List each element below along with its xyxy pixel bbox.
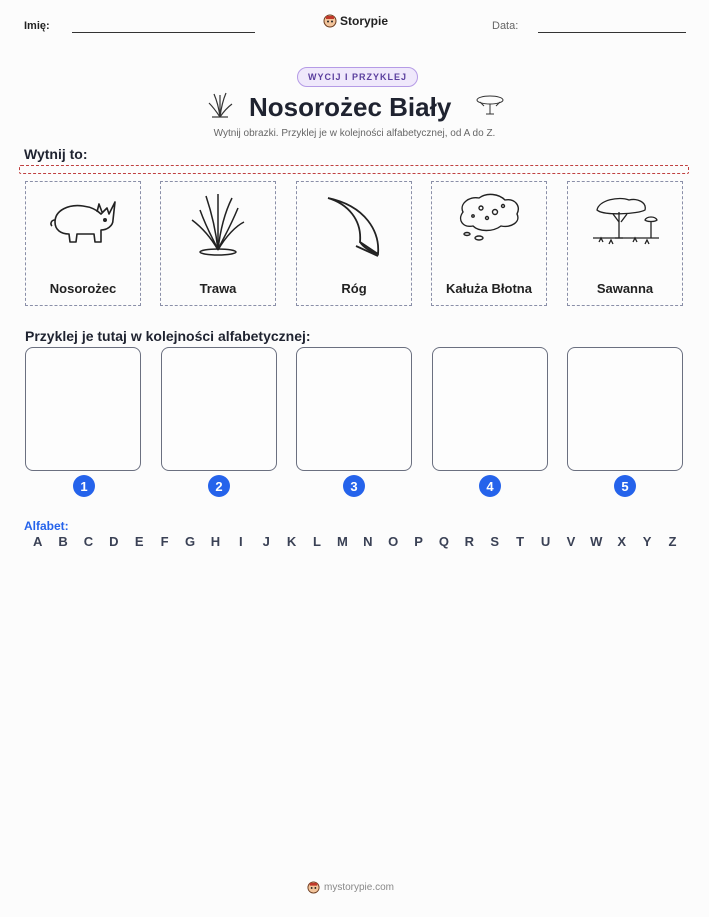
alphabet-letter: I xyxy=(239,534,243,549)
grass-icon xyxy=(188,192,248,258)
alphabet-letter: R xyxy=(464,534,475,549)
footer xyxy=(307,881,394,894)
brand-name: Storypie xyxy=(340,14,389,28)
card-label: Trawa xyxy=(199,281,237,296)
slot-number-1: 1 xyxy=(73,475,95,497)
alphabet-letter: X xyxy=(617,534,627,549)
alphabet-letter: H xyxy=(210,534,221,549)
card-label: Sawanna xyxy=(596,281,654,296)
alphabet-letter: U xyxy=(540,534,551,549)
alphabet-letter: B xyxy=(58,534,68,549)
alphabet-letter: Q xyxy=(438,534,449,549)
activity-badge: WYCIJ I PRZYKLEJ xyxy=(297,67,418,87)
paste-slot-3[interactable] xyxy=(296,347,412,471)
card-label: Kałuża Błotna xyxy=(446,281,532,296)
alphabet-letter: C xyxy=(83,534,94,549)
alphabet-letter: G xyxy=(184,534,196,549)
cut-line xyxy=(19,165,689,174)
mud-puddle-icon xyxy=(453,192,525,242)
alphabet-letter: N xyxy=(363,534,373,549)
alphabet-label: Alfabet: xyxy=(24,519,69,533)
cut-card-rhino[interactable] xyxy=(25,181,141,306)
cut-card-horn[interactable] xyxy=(296,181,412,306)
storypie-mascot-icon xyxy=(323,14,337,28)
footer-url: mystorypie.com xyxy=(324,882,395,893)
page-title: Nosorożec Biały xyxy=(249,92,452,122)
slot-number-5: 5 xyxy=(614,475,636,497)
paste-slot-4[interactable] xyxy=(432,347,548,471)
name-line xyxy=(72,32,255,33)
paste-section-label: Przyklej je tutaj w kolejności alfabetycznej: xyxy=(25,328,311,344)
horn-icon xyxy=(322,192,386,258)
card-label: Róg xyxy=(341,281,367,296)
date-label: Data: xyxy=(492,20,519,32)
slot-number-3: 3 xyxy=(343,475,365,497)
date-line xyxy=(538,32,686,33)
name-label: Imię: xyxy=(24,20,50,32)
alphabet-letter: V xyxy=(566,534,576,549)
alphabet-letter: Y xyxy=(642,534,652,549)
paste-slot-1[interactable] xyxy=(25,347,141,471)
card-label: Nosorożec xyxy=(49,281,117,296)
cut-card-grass[interactable] xyxy=(160,181,276,306)
alphabet-letter: M xyxy=(336,534,348,549)
slot-number-4: 4 xyxy=(479,475,501,497)
alphabet-letter: O xyxy=(388,534,399,549)
brand-logo xyxy=(323,14,388,28)
paste-slot-2[interactable] xyxy=(161,347,277,471)
grass-icon xyxy=(206,91,234,119)
page-subtitle: Wytnij obrazki. Przyklej je w kolejności alfabetycznej, od A do Z. xyxy=(213,128,496,139)
savanna-icon xyxy=(589,192,661,248)
cut-card-mud-puddle[interactable] xyxy=(431,181,547,306)
rhino-icon xyxy=(47,192,119,254)
paste-slot-5[interactable] xyxy=(567,347,683,471)
storypie-mascot-icon xyxy=(307,881,320,894)
alphabet-letter: D xyxy=(109,534,119,549)
savanna-icon xyxy=(474,94,506,116)
cut-card-savanna[interactable] xyxy=(567,181,683,306)
alphabet-letter: T xyxy=(516,534,525,549)
alphabet-letter: A xyxy=(33,534,43,549)
alphabet-letter: L xyxy=(313,534,321,549)
alphabet-letter: F xyxy=(160,534,169,549)
slot-number-2: 2 xyxy=(208,475,230,497)
alphabet-letter: Z xyxy=(668,534,677,549)
alphabet-letter: S xyxy=(490,534,500,549)
cut-section-label: Wytnij to: xyxy=(24,146,88,162)
alphabet-letter: K xyxy=(286,534,297,549)
alphabet-letter: E xyxy=(134,534,144,549)
alphabet-letter: J xyxy=(262,534,270,549)
alphabet-row xyxy=(25,534,685,549)
alphabet-letter: P xyxy=(414,534,423,549)
alphabet-letter: W xyxy=(590,534,603,549)
